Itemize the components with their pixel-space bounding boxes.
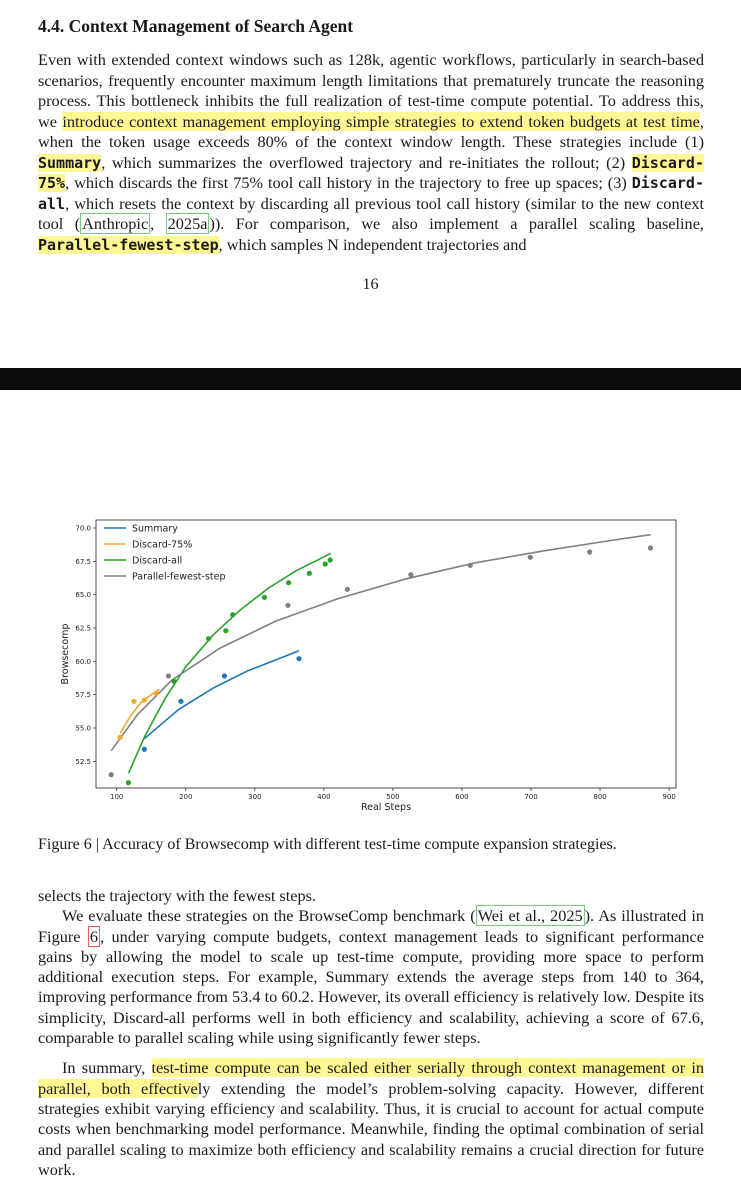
data-point-discard-75: [153, 691, 158, 696]
data-point-parallel-fewest-step: [587, 549, 592, 554]
data-point-discard-75: [142, 697, 147, 702]
figure-reference-link[interactable]: 6: [89, 926, 99, 946]
x-tick-label: 100: [110, 793, 124, 801]
data-point-parallel-fewest-step: [648, 545, 653, 550]
y-tick-label: 52.5: [75, 757, 91, 766]
data-point-summary: [178, 699, 183, 704]
y-tick-label: 70.0: [75, 524, 91, 533]
x-axis-label: Real Steps: [360, 802, 412, 813]
figure-caption: Figure 6 | Accuracy of Browsecomp with different test-time compute expansion strategies.: [38, 836, 617, 853]
data-point-discard-all: [126, 780, 131, 785]
data-point-discard-all: [286, 580, 291, 585]
y-tick-label: 55.0: [75, 724, 91, 733]
x-tick-label: 500: [386, 793, 400, 801]
data-point-discard-all: [323, 561, 328, 566]
y-tick-label: 65.0: [75, 591, 91, 600]
text-run: , when the token usage exceeds 80% of the context window length. These strategies include (1): [38, 111, 704, 151]
text-run: In summary,: [62, 1058, 152, 1078]
text-run: We evaluate these strategies on the BrowseComp benchmark (: [62, 906, 476, 926]
y-axis-label: Browsecomp: [60, 623, 71, 685]
citation-year-link[interactable]: 2025a: [167, 214, 208, 233]
x-tick-label: 700: [524, 793, 538, 801]
data-point-parallel-fewest-step: [109, 772, 114, 777]
data-point-parallel-fewest-step: [166, 673, 171, 678]
section-title: 4.4. Context Management of Search Agent: [38, 16, 354, 36]
page-top: [0, 0, 741, 368]
legend-label: Parallel-fewest-step: [132, 571, 226, 583]
data-point-parallel-fewest-step: [408, 572, 413, 577]
data-point-discard-all: [307, 571, 312, 576]
browsecomp-chart: [0, 390, 741, 830]
x-tick-label: 400: [317, 793, 331, 801]
x-tick-label: 900: [662, 793, 676, 801]
x-tick-label: 800: [593, 793, 607, 801]
data-point-discard-all: [171, 679, 176, 684]
text-run: , which samples N independent trajectories and: [218, 234, 527, 254]
data-point-discard-all: [327, 557, 332, 562]
body-text: [38, 886, 704, 1180]
text-run: , which summarizes the overflowed trajectory and re-initiates the rollout; (2): [101, 152, 632, 172]
data-point-discard-75: [118, 735, 123, 740]
data-point-discard-all: [223, 628, 228, 633]
text-run: Even with extended context windows such as 128k, agentic workflows, particularly in search-based scenarios, frequently encounter maximum length limitations that prematurely truncate the reasoning process. This bottleneck inhibits the full realization of test-time compute potential. To address this, we: [38, 50, 704, 131]
data-point-summary: [142, 747, 147, 752]
summary-paragraph: [38, 1058, 704, 1180]
y-tick-label: 67.5: [75, 557, 91, 566]
plot-frame: [96, 520, 676, 788]
text-run: , which discards the first 75% tool call history in the trajectory to free up spaces; (3): [65, 173, 632, 192]
highlighted-text: test-time compute can be scaled either serially through context management or in parallel, both effective: [38, 1058, 705, 1098]
data-point-discard-75: [131, 699, 136, 704]
continuation-line: selects the trajectory with the fewest steps.: [38, 886, 317, 905]
page-number: 16: [362, 276, 379, 293]
text-run: ). As illustrated in Figure: [38, 906, 704, 946]
citation-link[interactable]: Wei et al., 2025: [477, 906, 583, 926]
text-run: ,: [150, 214, 166, 233]
figure-chart: [0, 390, 741, 830]
fit-line-parallel-fewest-step: [111, 535, 650, 751]
citation-link[interactable]: Anthropic: [82, 214, 149, 233]
y-tick-label: 60.0: [75, 657, 91, 666]
data-point-parallel-fewest-step: [285, 603, 290, 608]
fit-line-discard-all: [129, 553, 331, 773]
data-point-parallel-fewest-step: [345, 587, 350, 592]
text-run: , which resets the context by discarding all previous tool call history (similar to the new context tool (: [38, 193, 704, 233]
data-point-summary: [222, 673, 227, 678]
text-run: , under varying compute budgets, context management leads to significant performance gains by allowing the model to scale up test-time compute, providing more space to perform additional execution steps. For example, Summary extends the average steps from 140 to 364, improving performance from 53.4 to 60.2. However, its overall efficiency is relatively low. Despite its simplicity, Discard-all performs well in both efficiency and scalability, achieving a score of 67.6, comparable to parallel scaling while using significantly fewer steps.: [38, 926, 705, 1048]
evaluation-paragraph: [38, 906, 704, 1048]
data-point-summary: [296, 656, 301, 661]
term-discard-75: Discard-75%: [38, 153, 704, 192]
y-tick-label: 57.5: [75, 691, 91, 700]
data-point-discard-all: [206, 636, 211, 641]
x-tick-label: 200: [179, 793, 193, 801]
text-run: )). For comparison, we also implement a parallel scaling baseline,: [209, 214, 704, 233]
term-discard-all: Discard-all: [38, 174, 704, 213]
legend-label: Discard-all: [132, 555, 183, 567]
text-run: ly extending the model’s problem-solving capacity. However, different strategies exhibit varying efficiency and scalability. Thus, it is crucial to account for actual compute costs when benchmarking model performance. Meanwhile, finding the optimal combination of serial and parallel scaling to maximize both efficiency and scalability remains a crucial direction for future work.: [38, 1078, 704, 1179]
data-point-discard-all: [230, 612, 235, 617]
intro-paragraph: [38, 50, 704, 255]
x-tick-label: 600: [455, 793, 469, 801]
term-summary: Summary: [38, 153, 102, 172]
term-parallel-fewest-step: Parallel-fewest-step: [38, 235, 219, 254]
legend-label: Discard-75%: [132, 539, 193, 551]
y-tick-label: 62.5: [75, 624, 91, 633]
page-separator: [0, 368, 741, 390]
data-point-discard-all: [262, 595, 267, 600]
legend-label: Summary: [132, 523, 178, 535]
data-point-parallel-fewest-step: [468, 563, 473, 568]
data-point-parallel-fewest-step: [528, 555, 533, 560]
x-tick-label: 300: [248, 793, 262, 801]
highlighted-text: introduce context management employing simple strategies to extend token budgets at test time: [62, 111, 700, 131]
